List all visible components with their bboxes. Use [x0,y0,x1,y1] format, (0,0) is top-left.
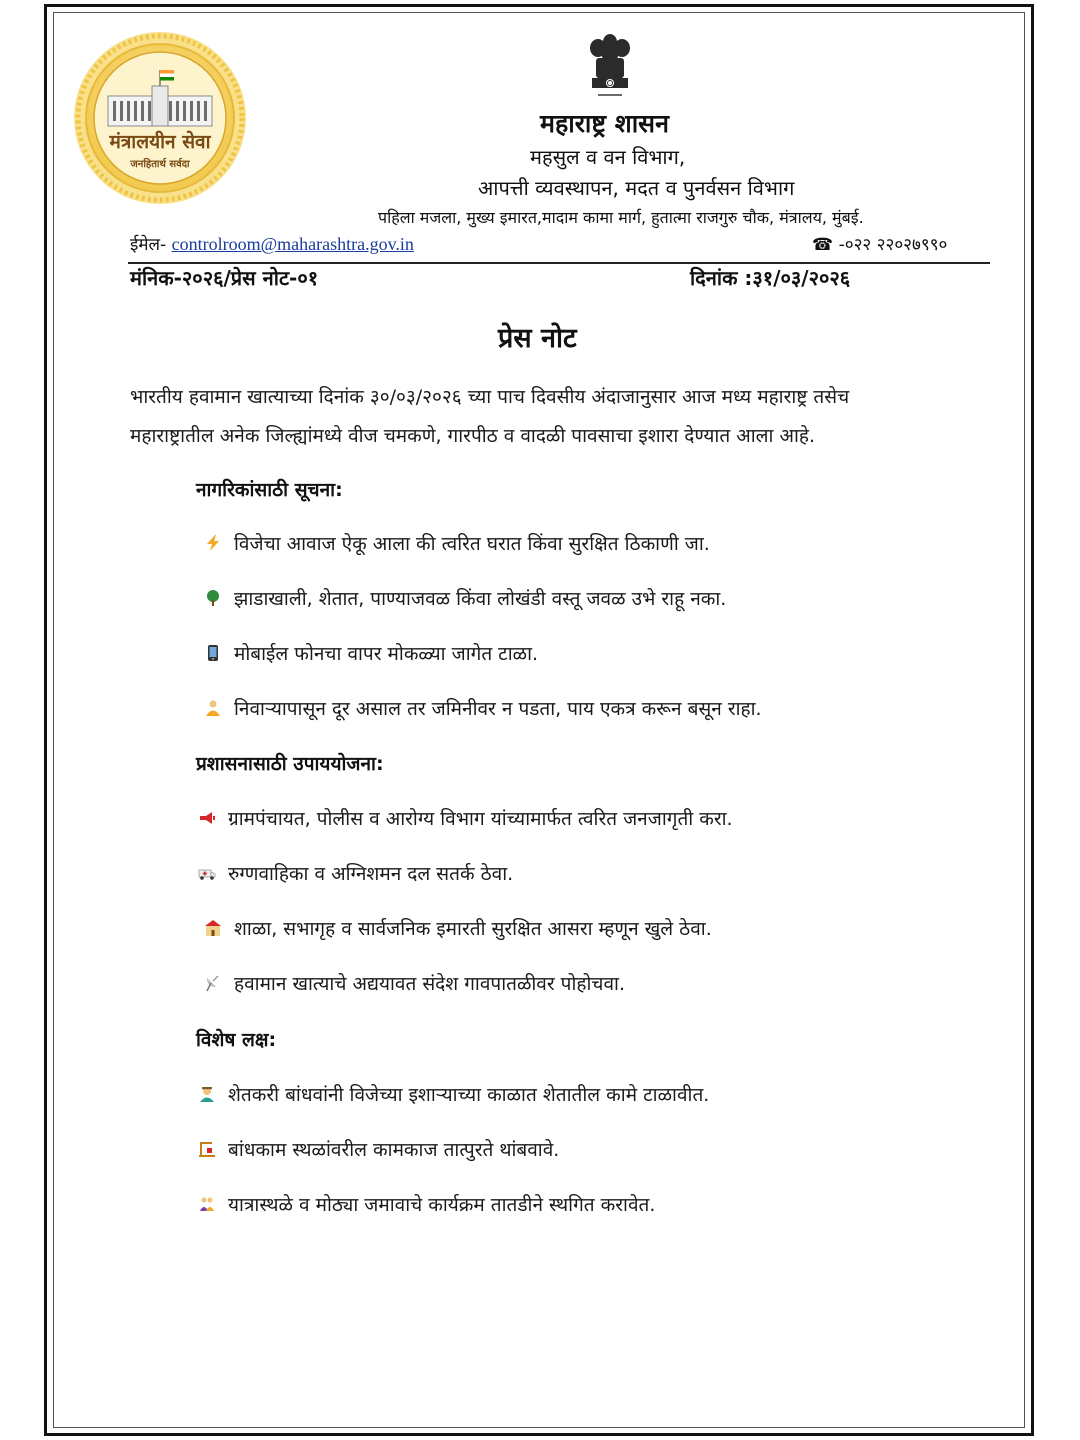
reference-number: मंनिक-२०२६/प्रेस नोट-०१ [130,266,319,290]
list-item [198,860,513,886]
mantralaya-seal-icon [72,30,248,206]
list-item [204,530,710,556]
list-item [204,915,712,941]
list-item-text: विजेचा आवाज ऐकू आला की त्वरित घरात किंवा सुरक्षित ठिकाणी जा. [234,533,710,555]
intro-line-1: भारतीय हवामान खात्याच्या दिनांक ३०/०३/२०२६ च्या पाच दिवसीय अंदाजानुसार आज मध्य महाराष्ट्र तसेच [130,386,850,408]
intro-line-2: महाराष्ट्रातील अनेक जिल्ह्यांमध्ये वीज चमकणे, गारपीठ व वादळी पावसाचा इशारा देण्यात आला आहे. [130,425,816,447]
list-item [198,1136,559,1162]
office-address: पहिला मजला, मुख्य इमारत,मादाम कामा मार्ग, हुतात्मा राजगुरु चौक, मंत्रालय, मुंबई. [378,208,864,227]
government-title: महाराष्ट्र शासन [540,109,669,138]
list-item-text: बांधकाम स्थळांवरील कामकाज तात्पुरते थांबवावे. [228,1139,560,1161]
department-line-1: महसुल व वन विभाग, [530,145,686,169]
phone-number: -०२२ २२०२७९९० [838,235,948,255]
pilgrims-icon [198,1195,216,1213]
section-heading-special: विशेष लक्ष: [196,1029,277,1051]
list-item [198,1191,655,1217]
department-line-2: आपत्ती व्यवस्थापन, मदत व पुनर्वसन विभाग [478,176,795,200]
list-item-text: रुग्णवाहिका व अग्निशमन दल सतर्क ठेवा. [228,863,514,885]
section-heading-citizens: नागरिकांसाठी सूचना: [196,479,343,501]
email-row [130,232,414,255]
megaphone-icon [198,809,216,827]
ambulance-icon [198,864,216,882]
seal-tagline: जनहितार्थ सर्वदा [130,159,190,170]
list-item-text: ग्रामपंचायत, पोलीस व आरोग्य विभाग यांच्यामार्फत त्वरित जनजागृती करा. [228,808,733,830]
tree-icon [204,589,222,607]
list-item [204,585,726,611]
list-item [204,640,538,666]
lightning-icon [204,534,222,552]
phone-row [812,232,947,255]
email-label: ईमेल- [130,235,167,255]
list-item-text: झाडाखाली, शेतात, पाण्याजवळ किंवा लोखंडी वस्तू जवळ उभे राहू नका. [234,588,727,610]
list-item [204,695,762,721]
crouching-person-icon [204,699,222,717]
ashoka-emblem-icon [584,32,636,104]
list-item-text: निवाऱ्यापासून दूर असाल तर जमिनीवर न पडता, पाय एकत्र करून बसून राहा. [234,698,762,720]
phone-icon: ☎ [812,235,834,255]
list-item [204,970,625,996]
email-link[interactable]: controlroom@maharashtra.gov.in [171,234,414,254]
section-heading-administration: प्रशासनासाठी उपाययोजना: [196,753,384,775]
list-item-text: शेतकरी बांधवांनी विजेच्या इशाऱ्याच्या काळात शेतातील कामे टाळावीत. [228,1084,710,1106]
seal-caption [72,128,248,170]
farmer-icon [198,1085,216,1103]
list-item [198,1081,709,1107]
mobile-phone-icon [204,644,222,662]
satellite-antenna-icon [204,974,222,992]
construction-icon [198,1140,216,1158]
list-item-text: शाळा, सभागृह व सार्वजनिक इमारती सुरक्षित आसरा म्हणून खुले ठेवा. [234,918,712,940]
list-item [198,805,733,831]
school-building-icon [204,919,222,937]
seal-name: मंत्रालयीन सेवा [109,131,211,153]
list-item-text: हवामान खात्याचे अद्ययावत संदेश गावपातळीवर पोहोचवा. [234,973,625,995]
press-note-date: दिनांक :३१/०३/२०२६ [690,266,851,290]
list-item-text: मोबाईल फोनचा वापर मोकळ्या जागेत टाळा. [234,643,539,665]
list-item-text: यात्रास्थळे व मोठ्या जमावाचे कार्यक्रम तातडीने स्थगित करावेत. [228,1194,656,1216]
page-title: प्रेस नोट [498,323,577,354]
